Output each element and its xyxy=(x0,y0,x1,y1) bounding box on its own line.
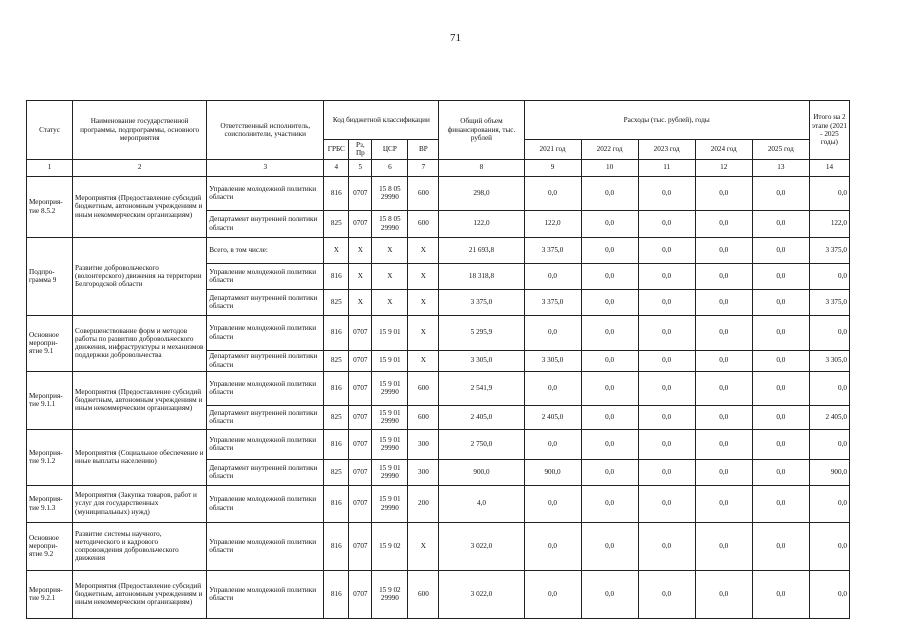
row-stage-total: 3 375,0 xyxy=(809,289,849,315)
row-year-value: 0,0 xyxy=(695,315,752,350)
row-status: Мероприя-тие 9.2.1 xyxy=(27,570,73,618)
row-stage-total: 3 305,0 xyxy=(809,350,849,371)
header-year-2023: 2023 год xyxy=(638,140,695,160)
row-executor: Департамент внутренней политики области xyxy=(207,350,324,371)
row-total: 3 022,0 xyxy=(439,570,524,618)
row-year-value: 0,0 xyxy=(752,315,809,350)
row-name: Мероприятия (Закупка товаров, работ и услуг для государственных (муниципальных) нужд) xyxy=(73,485,207,522)
row-name: Мероприятия (Предоставление субсидий бюджетным, автономным учреждениям и иным некоммерческим организациям) xyxy=(73,570,207,618)
row-status: Мероприя-тие 9.1.2 xyxy=(27,429,73,485)
row-stage-total: 0,0 xyxy=(809,522,849,570)
table-row xyxy=(27,371,850,405)
table-row xyxy=(27,485,850,522)
row-year-value: 0,0 xyxy=(638,570,695,618)
row-vr: X xyxy=(408,350,439,371)
header-rzpr: Рз, Пр xyxy=(349,140,372,160)
row-total: 2 541,9 xyxy=(439,371,524,405)
row-total: 18 318,8 xyxy=(439,263,524,289)
row-name: Мероприятия (Предоставление субсидий бюджетным, автономным учреждениям и иным некоммерческим организациям) xyxy=(73,176,207,237)
row-year-value: 0,0 xyxy=(638,459,695,485)
row-year-value: 0,0 xyxy=(524,176,581,210)
row-stage-total: 2 405,0 xyxy=(809,405,849,429)
row-status: Основное меропри-ятие 9.2 xyxy=(27,522,73,570)
row-rzpr: 0707 xyxy=(349,315,372,350)
header-total-financing: Общий объем финансирования, тыс. рублей xyxy=(439,101,524,160)
row-year-value: 0,0 xyxy=(581,570,638,618)
table-row xyxy=(27,522,850,570)
table-row xyxy=(27,176,850,210)
row-year-value: 0,0 xyxy=(752,429,809,459)
header-csr: ЦСР xyxy=(372,140,408,160)
row-vr: 300 xyxy=(408,429,439,459)
row-year-value: 0,0 xyxy=(581,459,638,485)
header-year-2021: 2021 год xyxy=(524,140,581,160)
row-year-value: 0,0 xyxy=(638,210,695,237)
row-year-value: 0,0 xyxy=(524,263,581,289)
row-csr: 15 9 02 29990 xyxy=(372,570,408,618)
row-rzpr: 0707 xyxy=(349,459,372,485)
row-year-value: 0,0 xyxy=(581,350,638,371)
row-year-value: 0,0 xyxy=(581,263,638,289)
header-status: Статус xyxy=(27,101,73,160)
row-year-value: 0,0 xyxy=(752,485,809,522)
column-number: 8 xyxy=(439,159,524,176)
row-name: Мероприятия (Социальное обеспечение и иные выплаты населению) xyxy=(73,429,207,485)
row-executor: Управление молодежной политики области xyxy=(207,485,324,522)
row-year-value: 0,0 xyxy=(752,405,809,429)
row-year-value: 0,0 xyxy=(752,289,809,315)
row-year-value: 0,0 xyxy=(752,263,809,289)
column-number: 2 xyxy=(73,159,207,176)
row-grbs: 825 xyxy=(324,459,349,485)
row-year-value: 0,0 xyxy=(581,176,638,210)
row-year-value: 900,0 xyxy=(524,459,581,485)
row-year-value: 0,0 xyxy=(638,315,695,350)
row-executor: Департамент внутренней политики области xyxy=(207,289,324,315)
row-total: 3 305,0 xyxy=(439,350,524,371)
row-csr: 15 9 01 29990 xyxy=(372,485,408,522)
row-year-value: 0,0 xyxy=(581,485,638,522)
row-year-value: 0,0 xyxy=(524,522,581,570)
row-year-value: 0,0 xyxy=(695,485,752,522)
row-stage-total: 0,0 xyxy=(809,371,849,405)
row-executor: Управление молодежной политики области xyxy=(207,315,324,350)
row-year-value: 0,0 xyxy=(695,350,752,371)
table-row xyxy=(27,429,850,459)
row-rzpr: X xyxy=(349,237,372,263)
row-stage-total: 0,0 xyxy=(809,176,849,210)
row-status: Мероприя-тие 9.1.1 xyxy=(27,371,73,429)
row-year-value: 0,0 xyxy=(524,485,581,522)
row-year-value: 0,0 xyxy=(752,350,809,371)
row-vr: X xyxy=(408,289,439,315)
row-year-value: 0,0 xyxy=(695,289,752,315)
row-vr: 200 xyxy=(408,485,439,522)
row-year-value: 0,0 xyxy=(638,405,695,429)
header-program: Наименование государственной программы, подпрограммы, основного мероприятия xyxy=(73,101,207,160)
row-year-value: 0,0 xyxy=(524,315,581,350)
row-csr: X xyxy=(372,237,408,263)
row-year-value: 3 375,0 xyxy=(524,289,581,315)
row-year-value: 0,0 xyxy=(524,429,581,459)
row-rzpr: 0707 xyxy=(349,485,372,522)
row-year-value: 0,0 xyxy=(524,570,581,618)
row-year-value: 0,0 xyxy=(752,570,809,618)
row-total: 298,0 xyxy=(439,176,524,210)
row-year-value: 0,0 xyxy=(638,429,695,459)
row-grbs: 825 xyxy=(324,289,349,315)
header-grbs: ГРБС xyxy=(324,140,349,160)
row-grbs: 816 xyxy=(324,522,349,570)
row-csr: X xyxy=(372,263,408,289)
row-year-value: 0,0 xyxy=(752,176,809,210)
row-status: Мероприя-тие 8.5.2 xyxy=(27,176,73,237)
row-executor: Департамент внутренней политики области xyxy=(207,405,324,429)
row-rzpr: 0707 xyxy=(349,350,372,371)
row-year-value: 0,0 xyxy=(581,315,638,350)
row-csr: X xyxy=(372,289,408,315)
row-year-value: 0,0 xyxy=(695,176,752,210)
row-year-value: 0,0 xyxy=(638,371,695,405)
header-year-2025: 2025 год xyxy=(752,140,809,160)
table-row xyxy=(27,570,850,618)
row-year-value: 3 375,0 xyxy=(524,237,581,263)
column-number: 1 xyxy=(27,159,73,176)
row-year-value: 0,0 xyxy=(581,429,638,459)
row-year-value: 0,0 xyxy=(638,289,695,315)
row-year-value: 0,0 xyxy=(752,210,809,237)
row-executor: Управление молодежной политики области xyxy=(207,176,324,210)
row-grbs: 816 xyxy=(324,263,349,289)
row-vr: 600 xyxy=(408,176,439,210)
row-status: Мероприя-тие 9.1.3 xyxy=(27,485,73,522)
row-year-value: 0,0 xyxy=(695,210,752,237)
row-csr: 15 9 01 xyxy=(372,350,408,371)
row-executor: Управление молодежной политики области xyxy=(207,429,324,459)
row-year-value: 0,0 xyxy=(638,176,695,210)
row-rzpr: 0707 xyxy=(349,522,372,570)
row-name: Развитие системы научного, методического и кадрового сопровождения добровольческого движения xyxy=(73,522,207,570)
column-number: 4 xyxy=(324,159,349,176)
row-vr: 600 xyxy=(408,405,439,429)
column-number: 6 xyxy=(372,159,408,176)
column-number: 9 xyxy=(524,159,581,176)
row-csr: 15 8 05 29990 xyxy=(372,176,408,210)
row-year-value: 0,0 xyxy=(695,263,752,289)
row-grbs: 816 xyxy=(324,429,349,459)
column-number: 11 xyxy=(638,159,695,176)
header-year-2022: 2022 год xyxy=(581,140,638,160)
row-vr: X xyxy=(408,522,439,570)
header-executor: Ответственный исполнитель, соисполнители, участники xyxy=(207,101,324,160)
row-csr: 15 8 05 29990 xyxy=(372,210,408,237)
header-total-stage: Итого на 2 этапе (2021 - 2025 годы) xyxy=(809,101,849,160)
row-total: 122,0 xyxy=(439,210,524,237)
row-rzpr: 0707 xyxy=(349,210,372,237)
row-year-value: 0,0 xyxy=(638,237,695,263)
row-year-value: 0,0 xyxy=(581,210,638,237)
row-rzpr: 0707 xyxy=(349,176,372,210)
row-total: 3 375,0 xyxy=(439,289,524,315)
row-rzpr: 0707 xyxy=(349,570,372,618)
row-year-value: 0,0 xyxy=(581,237,638,263)
row-year-value: 0,0 xyxy=(638,263,695,289)
row-year-value: 0,0 xyxy=(752,522,809,570)
header-year-2024: 2024 год xyxy=(695,140,752,160)
row-vr: 300 xyxy=(408,459,439,485)
row-year-value: 2 405,0 xyxy=(524,405,581,429)
row-year-value: 0,0 xyxy=(695,429,752,459)
row-executor: Управление молодежной политики области xyxy=(207,570,324,618)
page-number: 71 xyxy=(450,32,461,44)
row-grbs: 816 xyxy=(324,176,349,210)
row-vr: X xyxy=(408,315,439,350)
table-header xyxy=(27,101,850,177)
header-expenses: Расходы (тыс. рублей), годы xyxy=(524,101,809,140)
row-rzpr: 0707 xyxy=(349,429,372,459)
column-number: 13 xyxy=(752,159,809,176)
row-year-value: 0,0 xyxy=(638,522,695,570)
row-rzpr: 0707 xyxy=(349,371,372,405)
table-body xyxy=(27,176,850,618)
row-stage-total: 900,0 xyxy=(809,459,849,485)
table-row xyxy=(27,237,850,263)
row-executor: Управление молодежной политики области xyxy=(207,522,324,570)
row-total: 4,0 xyxy=(439,485,524,522)
row-status: Подпро-грамма 9 xyxy=(27,237,73,315)
row-stage-total: 0,0 xyxy=(809,263,849,289)
header-vr: ВР xyxy=(408,140,439,160)
column-number: 14 xyxy=(809,159,849,176)
row-name: Развитие добровольческого (волонтерского) движения на территории Белгородской области xyxy=(73,237,207,315)
column-number: 10 xyxy=(581,159,638,176)
row-year-value: 0,0 xyxy=(524,371,581,405)
row-csr: 15 9 01 xyxy=(372,315,408,350)
row-total: 2 750,0 xyxy=(439,429,524,459)
row-stage-total: 0,0 xyxy=(809,570,849,618)
row-grbs: 816 xyxy=(324,315,349,350)
budget-table xyxy=(26,100,850,619)
row-vr: X xyxy=(408,237,439,263)
table-row xyxy=(27,315,850,350)
row-grbs: 816 xyxy=(324,371,349,405)
row-grbs: 825 xyxy=(324,405,349,429)
row-year-value: 0,0 xyxy=(638,350,695,371)
row-stage-total: 0,0 xyxy=(809,485,849,522)
row-executor: Департамент внутренней политики области xyxy=(207,459,324,485)
row-total: 900,0 xyxy=(439,459,524,485)
row-year-value: 0,0 xyxy=(695,405,752,429)
row-csr: 15 9 01 29990 xyxy=(372,371,408,405)
row-year-value: 0,0 xyxy=(581,405,638,429)
row-csr: 15 9 01 29990 xyxy=(372,429,408,459)
row-total: 3 022,0 xyxy=(439,522,524,570)
row-executor: Всего, в том числе: xyxy=(207,237,324,263)
row-grbs: 825 xyxy=(324,350,349,371)
row-stage-total: 122,0 xyxy=(809,210,849,237)
row-total: 2 405,0 xyxy=(439,405,524,429)
row-year-value: 0,0 xyxy=(695,459,752,485)
column-number: 12 xyxy=(695,159,752,176)
row-rzpr: 0707 xyxy=(349,405,372,429)
header-budget-code: Код бюджетной классификации xyxy=(324,101,439,140)
row-stage-total: 0,0 xyxy=(809,429,849,459)
column-number: 7 xyxy=(408,159,439,176)
row-csr: 15 9 02 xyxy=(372,522,408,570)
row-grbs: X xyxy=(324,237,349,263)
row-year-value: 0,0 xyxy=(695,371,752,405)
row-year-value: 122,0 xyxy=(524,210,581,237)
row-status: Основное меропри-ятие 9.1 xyxy=(27,315,73,371)
row-year-value: 0,0 xyxy=(581,371,638,405)
row-year-value: 0,0 xyxy=(695,522,752,570)
row-name: Мероприятия (Предоставление субсидий бюджетным, автономным учреждениям и иным некоммерческим организациям) xyxy=(73,371,207,429)
row-year-value: 0,0 xyxy=(752,459,809,485)
row-rzpr: X xyxy=(349,263,372,289)
row-total: 21 693,8 xyxy=(439,237,524,263)
row-csr: 15 9 01 29990 xyxy=(372,405,408,429)
row-executor: Департамент внутренней политики области xyxy=(207,210,324,237)
row-vr: 600 xyxy=(408,371,439,405)
column-number: 5 xyxy=(349,159,372,176)
row-grbs: 816 xyxy=(324,485,349,522)
row-total: 5 295,9 xyxy=(439,315,524,350)
row-year-value: 0,0 xyxy=(752,237,809,263)
row-executor: Управление молодежной политики области xyxy=(207,371,324,405)
row-rzpr: X xyxy=(349,289,372,315)
row-name: Совершенствование форм и методов работы по развитию добровольческого движения, инфраструктуры и механизмов поддержки добровольчества xyxy=(73,315,207,371)
row-year-value: 0,0 xyxy=(695,237,752,263)
row-vr: 600 xyxy=(408,570,439,618)
row-year-value: 0,0 xyxy=(638,485,695,522)
row-grbs: 825 xyxy=(324,210,349,237)
row-year-value: 3 305,0 xyxy=(524,350,581,371)
column-number: 3 xyxy=(207,159,324,176)
row-csr: 15 9 01 29990 xyxy=(372,459,408,485)
row-vr: 600 xyxy=(408,210,439,237)
row-stage-total: 3 375,0 xyxy=(809,237,849,263)
row-stage-total: 0,0 xyxy=(809,315,849,350)
row-grbs: 816 xyxy=(324,570,349,618)
row-executor: Управление молодежной политики области xyxy=(207,263,324,289)
row-year-value: 0,0 xyxy=(695,570,752,618)
row-vr: X xyxy=(408,263,439,289)
row-year-value: 0,0 xyxy=(752,371,809,405)
row-year-value: 0,0 xyxy=(581,522,638,570)
row-year-value: 0,0 xyxy=(581,289,638,315)
